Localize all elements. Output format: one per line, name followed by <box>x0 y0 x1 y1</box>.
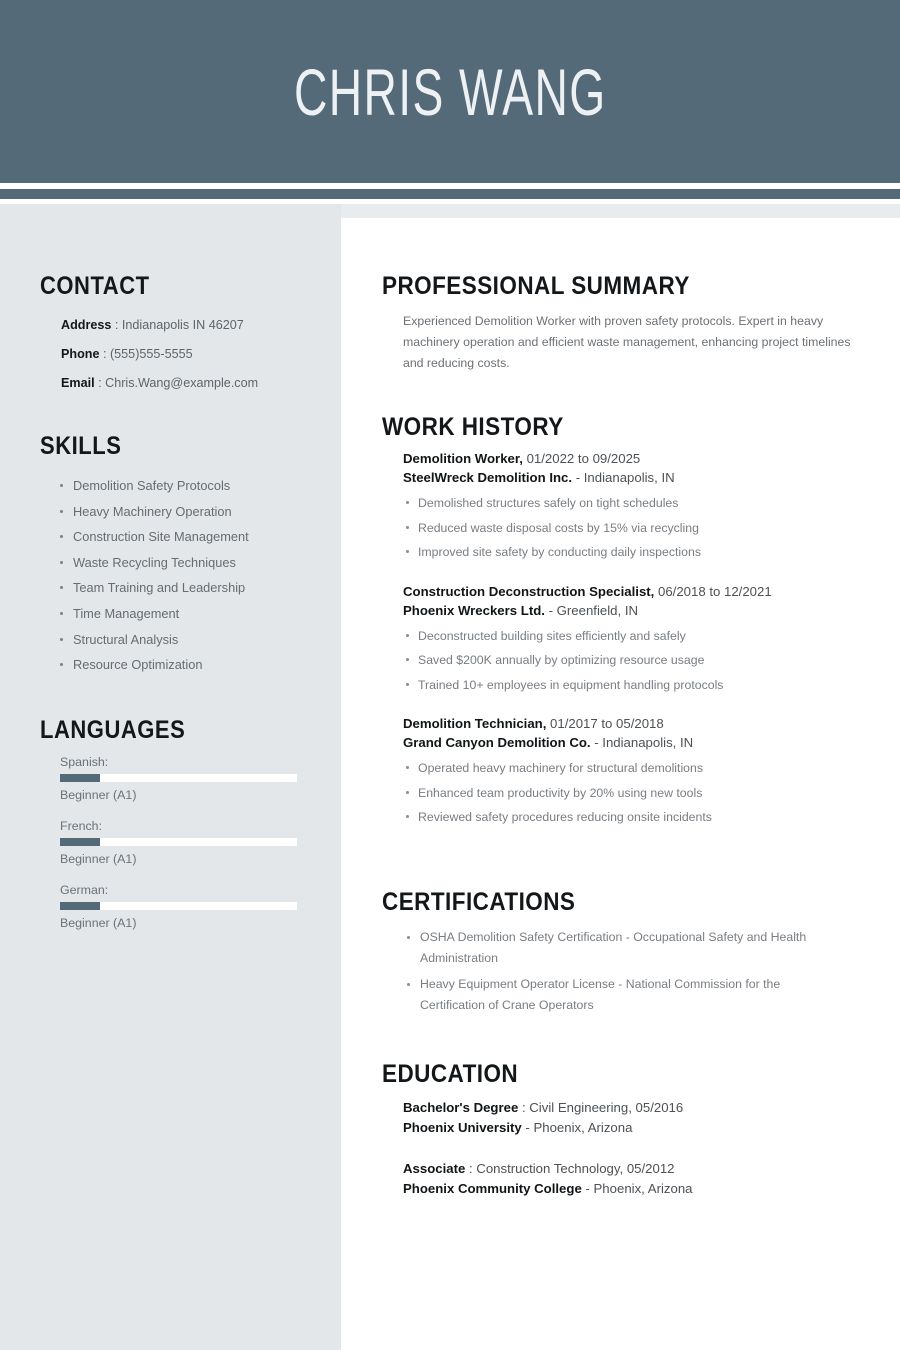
contact-row-phone <box>61 340 336 369</box>
job-title: Demolition Technician, <box>403 716 547 731</box>
language-item <box>60 753 300 804</box>
language-proficiency-track <box>60 774 297 782</box>
language-proficiency-fill <box>60 838 100 846</box>
resume-header-band <box>0 0 900 183</box>
education-field: : Civil Engineering, 05/2016 <box>518 1100 684 1115</box>
contact-row-address <box>61 311 336 340</box>
skill-item: Heavy Machinery Operation <box>58 499 338 525</box>
skill-item: Demolition Safety Protocols <box>58 473 338 499</box>
contact-row-email <box>61 369 336 398</box>
job-title: Demolition Worker, <box>403 451 523 466</box>
education-school: Phoenix University <box>403 1119 522 1135</box>
language-item <box>60 881 300 932</box>
education-list <box>403 1098 853 1220</box>
language-level: Beginner (A1) <box>60 852 137 866</box>
education-entry <box>403 1098 853 1137</box>
skill-item: Team Training and Leadership <box>58 575 338 601</box>
language-proficiency-fill <box>60 902 100 910</box>
language-proficiency-track <box>60 902 297 910</box>
skill-item: Waste Recycling Techniques <box>58 550 338 576</box>
job-bullet: Demolished structures safely on tight schedules <box>403 491 853 516</box>
contact-value-phone: (555)555-5555 <box>109 347 193 361</box>
language-name: German: <box>60 883 109 897</box>
job-bullet: Trained 10+ employees in equipment handling protocols <box>403 673 853 698</box>
education-entry <box>403 1159 853 1198</box>
job-bullet: Operated heavy machinery for structural demolitions <box>403 756 853 781</box>
language-item <box>60 817 300 868</box>
language-level: Beginner (A1) <box>60 788 137 802</box>
job-title: Construction Deconstruction Specialist, <box>403 583 655 599</box>
section-heading-education: EDUCATION <box>382 1060 519 1088</box>
section-heading-skills: SKILLS <box>40 432 122 460</box>
education-field: : Construction Technology, 05/2012 <box>465 1161 675 1176</box>
language-name: Spanish: <box>60 755 109 769</box>
job-company-line <box>403 733 853 752</box>
section-heading-certifications: CERTIFICATIONS <box>382 888 576 916</box>
education-degree-line <box>403 1098 853 1118</box>
job-location: - Greenfield, IN <box>544 602 639 618</box>
education-degree-line <box>403 1159 853 1179</box>
certification-item: OSHA Demolition Safety Certification - Occupational Safety and Health Administration <box>404 927 836 969</box>
contact-value-email: Chris.Wang@example.com <box>105 376 259 390</box>
skill-item: Resource Optimization <box>58 652 338 678</box>
section-heading-languages: LANGUAGES <box>40 716 186 744</box>
work-history-list <box>403 449 853 847</box>
job-bullet: Enhanced team productivity by 20% using new tools <box>403 781 853 806</box>
candidate-name: CHRIS WANG <box>293 54 607 129</box>
work-history-entry <box>403 582 853 698</box>
job-bullet-list <box>403 491 853 565</box>
job-bullet: Deconstructed building sites efficiently and safely <box>403 624 853 649</box>
job-company: Phoenix Wreckers Ltd. <box>403 602 545 618</box>
section-heading-contact: CONTACT <box>40 272 150 300</box>
contact-label-address: Address <box>61 318 112 332</box>
contact-sep-address: : <box>111 318 122 332</box>
job-dates: 01/2017 to 05/2018 <box>546 716 664 731</box>
certifications-list <box>404 927 836 1021</box>
skill-item: Time Management <box>58 601 338 627</box>
job-company-line <box>403 601 853 620</box>
header-accent-stripe <box>0 189 900 199</box>
education-degree: Bachelor's Degree <box>403 1100 519 1115</box>
section-heading-professional-summary: PROFESSIONAL SUMMARY <box>382 272 690 300</box>
job-company: Grand Canyon Demolition Co. <box>403 735 591 750</box>
job-title-line <box>403 714 853 733</box>
job-bullet: Reduced waste disposal costs by 15% via recycling <box>403 516 853 541</box>
contact-value-address: Indianapolis IN 46207 <box>121 318 244 332</box>
contact-list <box>61 311 336 398</box>
job-title-line <box>403 582 853 601</box>
job-dates: 06/2018 to 12/2021 <box>654 583 772 599</box>
job-bullet: Saved $200K annually by optimizing resource usage <box>403 648 853 673</box>
job-title-line <box>403 449 853 468</box>
job-company: SteelWreck Demolition Inc. <box>403 470 573 485</box>
languages-list <box>60 753 300 945</box>
language-name: French: <box>60 819 103 833</box>
skill-item: Structural Analysis <box>58 627 338 653</box>
language-proficiency-track <box>60 838 297 846</box>
education-degree: Associate <box>403 1161 466 1176</box>
job-bullet-list <box>403 756 853 830</box>
contact-label-phone: Phone <box>61 347 100 361</box>
job-bullet: Improved site safety by conducting daily inspections <box>403 540 853 565</box>
certification-item: Heavy Equipment Operator License - National Commission for the Certification of Crane Operators <box>404 974 836 1016</box>
education-school-line <box>403 1118 853 1138</box>
job-location: - Indianapolis, IN <box>572 470 675 485</box>
contact-label-email: Email <box>61 376 95 390</box>
language-level: Beginner (A1) <box>60 916 137 930</box>
main-column-top-shade <box>341 204 900 218</box>
section-heading-work-history: WORK HISTORY <box>382 413 564 441</box>
work-history-entry <box>403 714 853 830</box>
education-school: Phoenix Community College <box>403 1180 582 1196</box>
contact-sep-phone: : <box>99 347 110 361</box>
contact-sep-email: : <box>94 376 106 390</box>
education-location: - Phoenix, Arizona <box>581 1180 693 1196</box>
professional-summary-text: Experienced Demolition Worker with proven safety protocols. Expert in heavy machinery operation and efficient waste management, enhancing project timelines and reducing costs. <box>403 314 851 370</box>
job-location: - Indianapolis, IN <box>590 735 694 750</box>
skill-item: Construction Site Management <box>58 524 338 550</box>
job-bullet: Reviewed safety procedures reducing onsite incidents <box>403 805 853 830</box>
job-bullet-list <box>403 624 853 698</box>
skills-list <box>58 473 338 678</box>
language-proficiency-fill <box>60 774 100 782</box>
job-dates: 01/2022 to 09/2025 <box>522 451 641 466</box>
work-history-entry <box>403 449 853 565</box>
education-school-line <box>403 1179 853 1199</box>
job-company-line <box>403 468 853 487</box>
education-location: - Phoenix, Arizona <box>521 1119 633 1135</box>
